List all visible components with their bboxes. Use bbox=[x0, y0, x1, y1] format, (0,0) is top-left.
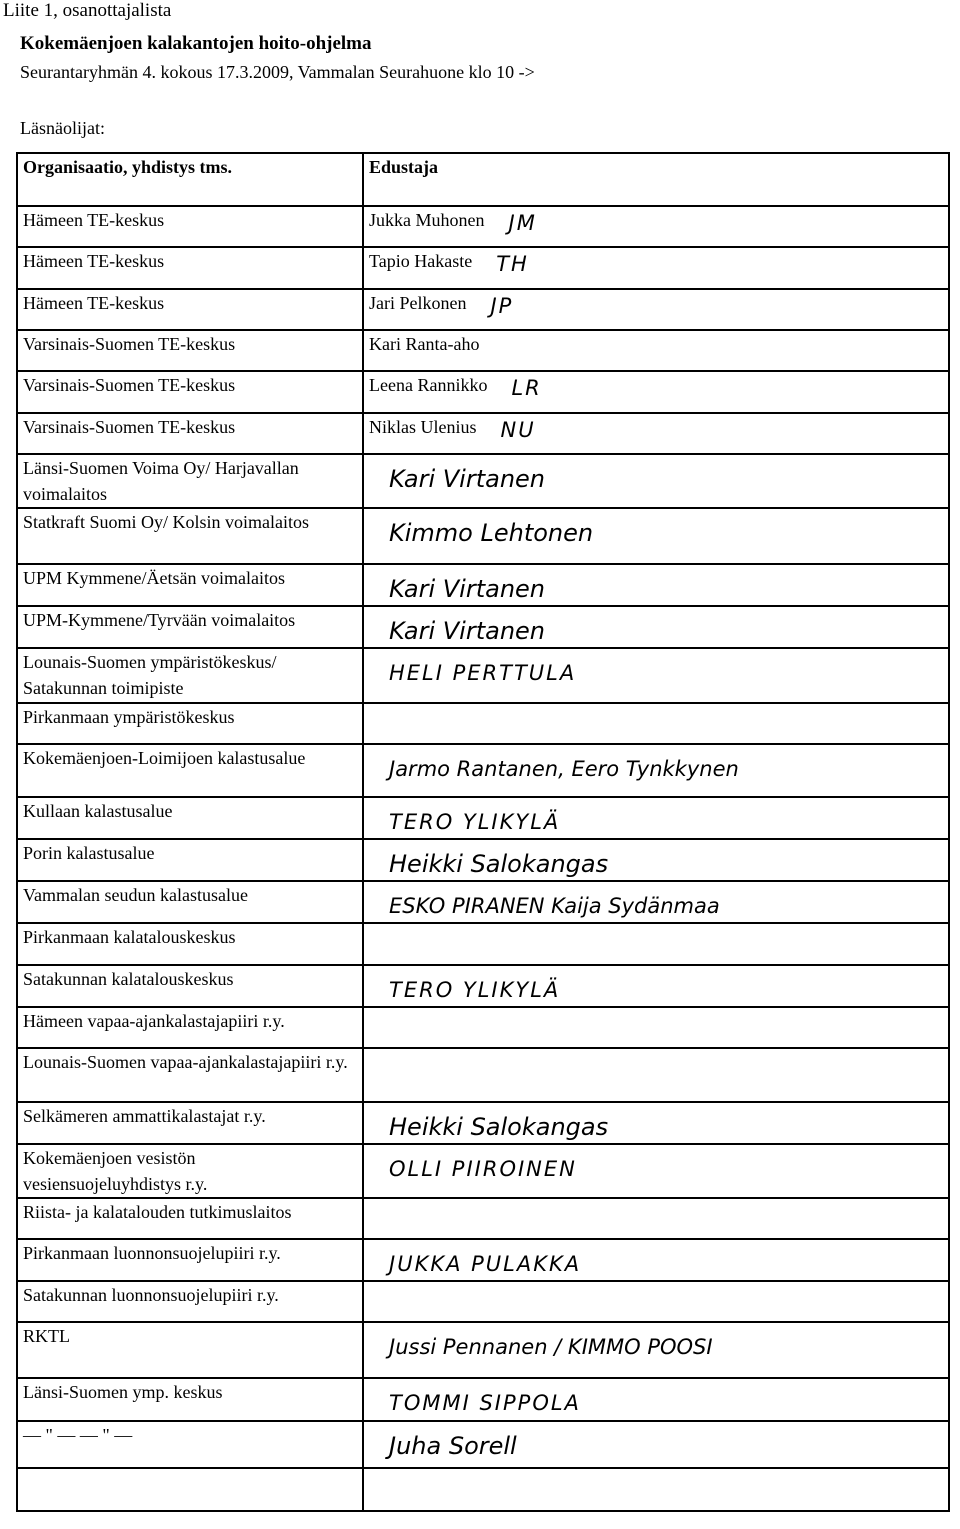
organisation-cell bbox=[17, 965, 363, 1007]
representative-cell bbox=[363, 1239, 949, 1281]
organisation-name: Hämeen TE-keskus bbox=[23, 251, 165, 271]
representative-cell bbox=[363, 330, 949, 371]
organisation-cell bbox=[17, 1468, 363, 1511]
representative-cell bbox=[363, 881, 949, 923]
handwritten-signature: Heikki Salokangas bbox=[389, 1113, 609, 1141]
table-row bbox=[17, 839, 949, 881]
representative-cell bbox=[363, 454, 949, 508]
representative-cell bbox=[363, 1198, 949, 1239]
organisation-name: Satakunnan kalatalouskeskus bbox=[23, 969, 234, 989]
handwritten-signature: HELI PERTTULA bbox=[389, 661, 577, 685]
table-row bbox=[17, 965, 949, 1007]
representative-cell bbox=[363, 1322, 949, 1378]
signature-wrap bbox=[369, 798, 943, 838]
organisation-cell bbox=[17, 330, 363, 371]
organisation-cell bbox=[17, 923, 363, 965]
representative-cell bbox=[363, 606, 949, 648]
organisation-name: Pirkanmaan luonnonsuojelupiiri r.y. bbox=[23, 1243, 281, 1263]
representative-name: Niklas Ulenius bbox=[369, 417, 477, 437]
table-row bbox=[17, 1198, 949, 1239]
table-row bbox=[17, 1048, 949, 1102]
table-row bbox=[17, 648, 949, 703]
signature-wrap bbox=[369, 509, 943, 549]
representative-name: Tapio Hakaste bbox=[369, 251, 473, 271]
representative-cell bbox=[363, 923, 949, 965]
organisation-name: Satakunnan luonnonsuojelupiiri r.y. bbox=[23, 1285, 279, 1305]
organisation-cell bbox=[17, 1378, 363, 1421]
signature-wrap bbox=[369, 1103, 943, 1143]
representative-cell bbox=[363, 1007, 949, 1048]
handwritten-signature: JP bbox=[490, 294, 514, 318]
table-row bbox=[17, 289, 949, 330]
handwritten-signature: Kimmo Lehtonen bbox=[389, 519, 594, 547]
organisation-name: Selkämeren ammattikalastajat r.y. bbox=[23, 1106, 266, 1126]
representative-cell bbox=[363, 413, 949, 454]
organisation-name: — " — — " — bbox=[23, 1425, 133, 1445]
organisation-cell bbox=[17, 1421, 363, 1468]
representative-cell bbox=[363, 648, 949, 703]
signature-wrap bbox=[369, 882, 943, 922]
handwritten-signature: Heikki Salokangas bbox=[389, 850, 609, 878]
organisation-name: Vammalan seudun kalastusalue bbox=[23, 885, 248, 905]
organisation-cell bbox=[17, 839, 363, 881]
organisation-name: UPM-Kymmene/Tyrvään voimalaitos bbox=[23, 610, 296, 630]
organisation-name: Kullaan kalastusalue bbox=[23, 801, 173, 821]
representative-cell bbox=[363, 1048, 949, 1102]
organisation-cell bbox=[17, 508, 363, 564]
table-row bbox=[17, 371, 949, 413]
handwritten-signature: Juha Sorell bbox=[389, 1432, 517, 1460]
handwritten-signature: TH bbox=[496, 252, 529, 276]
organisation-cell bbox=[17, 289, 363, 330]
table-row bbox=[17, 413, 949, 454]
handwritten-signature: ESKO PIRANEN Kaija Sydänmaa bbox=[389, 894, 720, 918]
representative-cell bbox=[363, 1378, 949, 1421]
handwritten-signature: TERO YLIKYLÄ bbox=[389, 978, 561, 1002]
handwritten-signature: Kari Virtanen bbox=[389, 575, 546, 603]
representative-cell bbox=[363, 703, 949, 744]
organisation-cell bbox=[17, 744, 363, 797]
table-row bbox=[17, 797, 949, 839]
representative-name: Leena Rannikko bbox=[369, 375, 488, 395]
representative-name: Kari Ranta-aho bbox=[369, 334, 480, 354]
representative-cell bbox=[363, 564, 949, 606]
organisation-name: Statkraft Suomi Oy/ Kolsin voimalaitos bbox=[23, 512, 309, 532]
handwritten-signature: OLLI PIIROINEN bbox=[389, 1157, 577, 1181]
organisation-name: Länsi-Suomen ymp. keskus bbox=[23, 1382, 223, 1402]
organisation-name: Kokemäenjoen-Loimijoen kalastusalue bbox=[23, 748, 306, 768]
table-row bbox=[17, 1239, 949, 1281]
table-row bbox=[17, 1102, 949, 1144]
representative-cell bbox=[363, 289, 949, 330]
organisation-cell bbox=[17, 703, 363, 744]
representative-cell bbox=[363, 1102, 949, 1144]
document-title: Kokemäenjoen kalakantojen hoito-ohjelma bbox=[20, 33, 372, 54]
table-row bbox=[17, 330, 949, 371]
table-row bbox=[17, 1322, 949, 1378]
representative-cell bbox=[363, 247, 949, 289]
handwritten-signature: Kari Virtanen bbox=[389, 617, 546, 645]
signature-wrap bbox=[369, 455, 943, 495]
column-header-organisation: Organisaatio, yhdistys tms. bbox=[17, 153, 363, 206]
organisation-cell bbox=[17, 413, 363, 454]
signature-wrap bbox=[369, 966, 943, 1006]
table-row bbox=[17, 1378, 949, 1421]
organisation-cell bbox=[17, 206, 363, 247]
signature-wrap bbox=[369, 1145, 943, 1185]
signature-wrap bbox=[369, 1379, 943, 1419]
organisation-cell bbox=[17, 564, 363, 606]
handwritten-signature: JUKKA PULAKKA bbox=[389, 1252, 582, 1276]
organisation-name: Varsinais-Suomen TE-keskus bbox=[23, 417, 236, 437]
organisation-name: UPM Kymmene/Äetsän voimalaitos bbox=[23, 568, 285, 588]
table-row bbox=[17, 206, 949, 247]
representative-name: Jukka Muhonen bbox=[369, 210, 485, 230]
handwritten-signature: LR bbox=[511, 376, 542, 400]
table-row bbox=[17, 247, 949, 289]
table-row bbox=[17, 1144, 949, 1198]
organisation-name: Porin kalastusalue bbox=[23, 843, 155, 863]
signature-wrap bbox=[369, 1323, 943, 1363]
handwritten-signature: TERO YLIKYLÄ bbox=[389, 810, 561, 834]
organisation-cell bbox=[17, 1048, 363, 1102]
table-row bbox=[17, 1281, 949, 1322]
organisation-name: Varsinais-Suomen TE-keskus bbox=[23, 375, 236, 395]
organisation-cell bbox=[17, 881, 363, 923]
signature-wrap bbox=[369, 607, 943, 647]
representative-cell bbox=[363, 744, 949, 797]
signature-wrap bbox=[369, 1240, 943, 1280]
organisation-cell bbox=[17, 606, 363, 648]
signature-wrap bbox=[369, 565, 943, 605]
organisation-name: Riista- ja kalatalouden tutkimuslaitos bbox=[23, 1202, 292, 1222]
table-row bbox=[17, 923, 949, 965]
table-row bbox=[17, 606, 949, 648]
table-row bbox=[17, 1468, 949, 1511]
organisation-cell bbox=[17, 247, 363, 289]
organisation-name: Länsi-Suomen Voima Oy/ Harjavallan voimalaitos bbox=[23, 458, 299, 504]
table-row bbox=[17, 1007, 949, 1048]
column-header-representative: Edustaja bbox=[363, 153, 949, 206]
signature-wrap bbox=[369, 649, 943, 689]
organisation-name: Hämeen vapaa-ajankalastajapiiri r.y. bbox=[23, 1011, 285, 1031]
document-subtitle: Seurantaryhmän 4. kokous 17.3.2009, Vammalan Seurahuone klo 10 -> bbox=[20, 62, 535, 82]
table-row bbox=[17, 744, 949, 797]
table-header-row bbox=[17, 153, 949, 206]
organisation-name: Pirkanmaan ympäristökeskus bbox=[23, 707, 235, 727]
representative-cell bbox=[363, 1144, 949, 1198]
representative-cell bbox=[363, 965, 949, 1007]
organisation-cell bbox=[17, 1281, 363, 1322]
handwritten-signature: Jarmo Rantanen, Eero Tynkkynen bbox=[389, 757, 739, 781]
organisation-cell bbox=[17, 1007, 363, 1048]
representative-cell bbox=[363, 1281, 949, 1322]
representative-name: Jari Pelkonen bbox=[369, 293, 467, 313]
organisation-name: Pirkanmaan kalatalouskeskus bbox=[23, 927, 236, 947]
table-row bbox=[17, 508, 949, 564]
table-row bbox=[17, 881, 949, 923]
representative-cell bbox=[363, 508, 949, 564]
present-label: Läsnäolijat: bbox=[20, 118, 105, 138]
organisation-cell bbox=[17, 371, 363, 413]
handwritten-signature: Kari Virtanen bbox=[389, 465, 546, 493]
handwritten-signature: NU bbox=[500, 418, 536, 442]
signature-wrap bbox=[369, 840, 943, 880]
representative-cell bbox=[363, 206, 949, 247]
table-row bbox=[17, 454, 949, 508]
organisation-name: Kokemäenjoen vesistön vesiensuojeluyhdistys r.y. bbox=[23, 1148, 208, 1194]
organisation-name: Varsinais-Suomen TE-keskus bbox=[23, 334, 236, 354]
attachment-header: Liite 1, osanottajalista bbox=[3, 0, 172, 21]
representative-cell bbox=[363, 1468, 949, 1511]
representative-cell bbox=[363, 371, 949, 413]
organisation-name: Lounais-Suomen ympäristökeskus/ Satakunnan toimipiste bbox=[23, 652, 277, 698]
signature-wrap bbox=[369, 1422, 943, 1462]
organisation-cell bbox=[17, 1198, 363, 1239]
organisation-cell bbox=[17, 1144, 363, 1198]
organisation-cell bbox=[17, 1322, 363, 1378]
signature-wrap bbox=[369, 745, 943, 785]
organisation-name: Hämeen TE-keskus bbox=[23, 210, 165, 230]
handwritten-signature: JM bbox=[508, 211, 537, 235]
table-row bbox=[17, 703, 949, 744]
handwritten-signature: Jussi Pennanen / KIMMO POOSI bbox=[389, 1335, 713, 1359]
attendance-table bbox=[16, 152, 950, 1512]
organisation-name: RKTL bbox=[23, 1326, 70, 1346]
representative-cell bbox=[363, 797, 949, 839]
organisation-cell bbox=[17, 454, 363, 508]
organisation-cell bbox=[17, 648, 363, 703]
representative-cell bbox=[363, 1421, 949, 1468]
organisation-cell bbox=[17, 1239, 363, 1281]
handwritten-signature: TOMMI SIPPOLA bbox=[389, 1391, 581, 1415]
organisation-name: Lounais-Suomen vapaa-ajankalastajapiiri r.y. bbox=[23, 1052, 348, 1072]
table-row bbox=[17, 1421, 949, 1468]
representative-cell bbox=[363, 839, 949, 881]
table-row bbox=[17, 564, 949, 606]
organisation-cell bbox=[17, 1102, 363, 1144]
organisation-name: Hämeen TE-keskus bbox=[23, 293, 165, 313]
organisation-cell bbox=[17, 797, 363, 839]
